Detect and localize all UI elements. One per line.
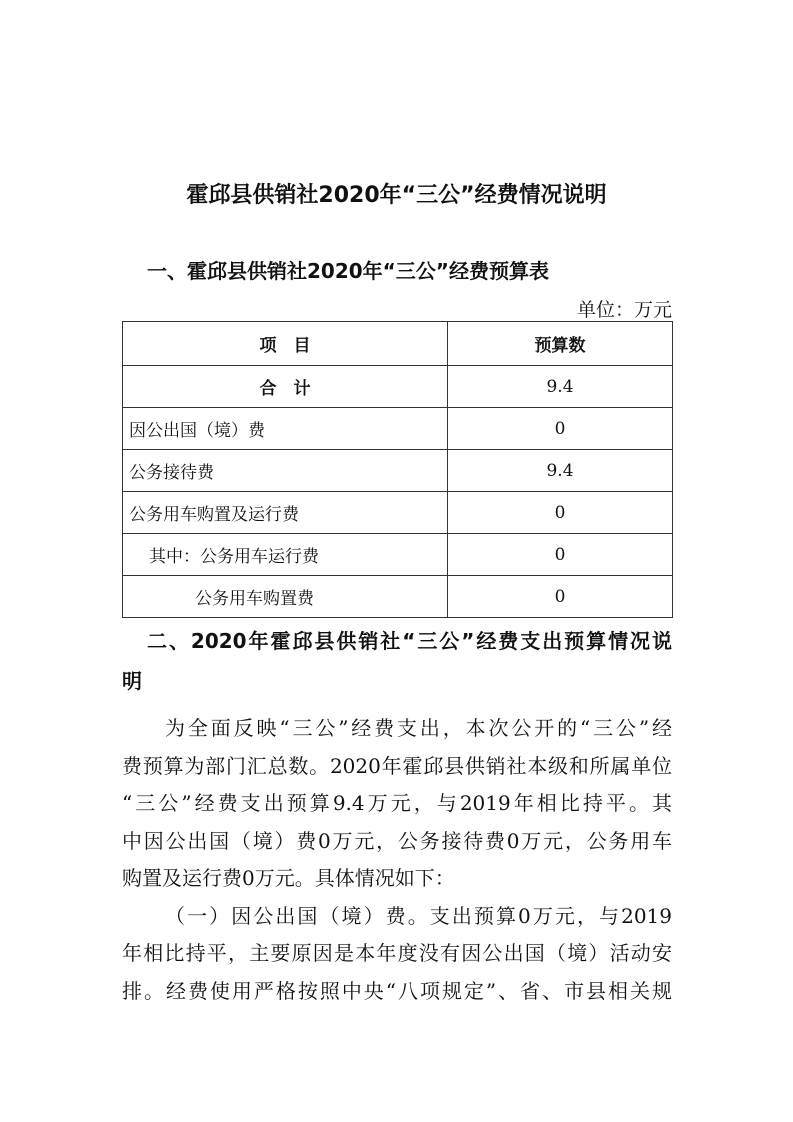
document-title: 霍邱县供销社2020年“三公”经费情况说明 <box>186 183 607 208</box>
paragraph1-line: 购置及运行费0万元。具体情况如下： <box>122 866 455 890</box>
paragraph2-line: 年相比持平，主要原因是本年度没有因公出国（境）活动安 <box>122 941 672 965</box>
row-item: 公务用车购置及运行费 <box>123 492 448 534</box>
budget-table <box>122 321 673 618</box>
unit-label: 单位：万元 <box>576 299 672 321</box>
column-header-budget: 预算数 <box>448 322 673 366</box>
row-value: 0 <box>448 576 673 618</box>
table-row <box>123 408 673 450</box>
row-item: 因公出国（境）费 <box>123 408 448 450</box>
table-row <box>123 576 673 618</box>
paragraph1-line: 费预算为部门汇总数。2020年霍邱县供销社本级和所属单位 <box>122 754 672 778</box>
paragraph1-line: “三公”经费支出预算9.4万元，与2019年相比持平。其 <box>122 791 672 815</box>
row-item: 其中：公务用车运行费 <box>123 534 448 576</box>
row-value: 0 <box>448 492 673 534</box>
table-row <box>123 492 673 534</box>
row-item: 合 计 <box>123 366 448 408</box>
table-row <box>123 534 673 576</box>
paragraph1-line: 中因公出国（境）费0万元，公务接待费0万元，公务用车 <box>122 829 672 853</box>
table-row <box>123 366 673 408</box>
row-value: 9.4 <box>448 450 673 492</box>
section2-heading-line: 二、2020年霍邱县供销社“三公”经费支出预算情况说 <box>147 629 672 653</box>
row-value: 0 <box>448 534 673 576</box>
paragraph1-line: 为全面反映“三公”经费支出，本次公开的“三公”经 <box>165 716 672 740</box>
row-item: 公务用车购置费 <box>123 576 448 618</box>
table-row <box>123 450 673 492</box>
section1-heading: 一、霍邱县供销社2020年“三公”经费预算表 <box>147 259 549 283</box>
paragraph2-line: 排。经费使用严格按照中央“八项规定”、省、市县相关规 <box>122 979 672 1003</box>
table-header-row <box>123 322 673 366</box>
paragraph2-line: （一）因公出国（境）费。支出预算0万元，与2019 <box>165 904 672 928</box>
column-header-item: 项 目 <box>123 322 448 366</box>
row-value: 0 <box>448 408 673 450</box>
section2-heading-line: 明 <box>122 669 142 693</box>
row-item: 公务接待费 <box>123 450 448 492</box>
row-value: 9.4 <box>448 366 673 408</box>
